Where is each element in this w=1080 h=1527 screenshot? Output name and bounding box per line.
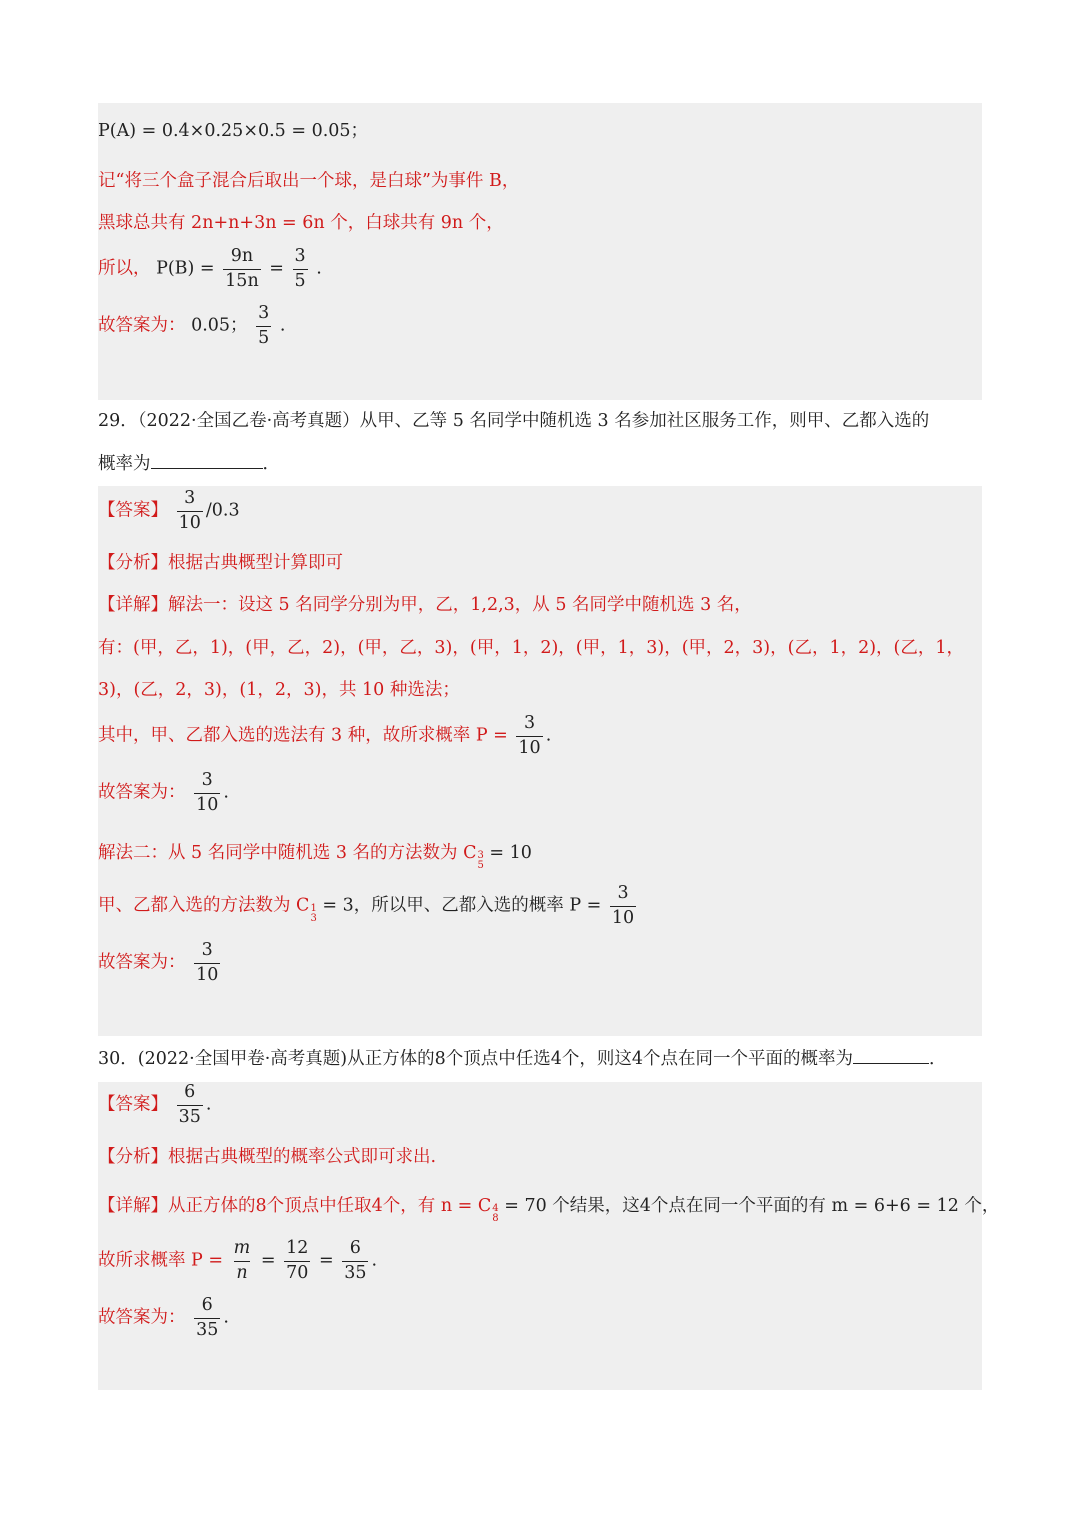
fraction: $\frac{9n}{15n}$ xyxy=(225,246,259,291)
answer-29: 【答案】 $\frac{3}{10}$ /0.3 xyxy=(98,488,240,533)
fraction: $\frac{3}{5}$ xyxy=(258,303,270,348)
probability-b: 所以， P(B) = $\frac{9n}{15n}$ = $\frac{3}{5}$ . xyxy=(98,246,322,291)
answer-blank[interactable] xyxy=(853,1045,929,1064)
fraction: $\frac{6}{35}$ xyxy=(196,1295,219,1340)
detail-29-line1: 【详解】解法一：设这 5 名同学分别为甲，乙，1,2,3，从 5 名同学中随机选 3 名， xyxy=(98,595,752,615)
ball-totals: 黑球总共有 2n+n+3n = 6n 个，白球共有 9n 个， xyxy=(98,213,504,233)
fraction: $\frac{3}{10}$ xyxy=(196,770,219,815)
fraction: $\frac{3}{10}$ xyxy=(611,883,635,928)
method2-line2: 甲、乙都入选的方法数为 C 1 3 = 3，所以甲、乙都入选的概率 P = $\frac{3}{10}$ xyxy=(98,883,635,928)
fraction: $\frac{12}{70}$ xyxy=(286,1238,309,1283)
question-30: 30．(2022·全国甲卷·高考真题)从正方体的8个顶点中任选4个，则这4个点在同一个平面的概率为 ． xyxy=(98,1045,946,1072)
detail-30-line1: 【详解】从正方体的8个顶点中任取4个，有 n = C 4 8 = 70 个结果，这4个点在同一个平面的有 m = 6+6 = 12 个， xyxy=(98,1196,1000,1224)
question-29-line1: 29．（2022·全国乙卷·高考真题）从甲、乙等 5 名同学中随机选 3 名参加社区服务工作，则甲、乙都入选的 xyxy=(98,411,930,431)
analysis-30: 【分析】根据古典概型的概率公式即可求出. xyxy=(98,1147,437,1167)
fraction: $\frac{3}{10}$ xyxy=(518,713,541,758)
answer-30-final: 故答案为： $\frac{6}{35}$ . xyxy=(98,1295,229,1340)
fraction: $\frac{3}{10}$ xyxy=(178,488,201,533)
event-b-definition: 记“将三个盒子混合后取出一个球，是白球”为事件 B， xyxy=(98,171,520,191)
answer-30: 【答案】 $\frac{6}{35}$ . xyxy=(98,1082,212,1127)
detail-29-line4: 其中，甲、乙都入选的选法有 3 种，故所求概率 P = $\frac{3}{10}$ . xyxy=(98,713,552,758)
solution-box-30 xyxy=(98,1082,982,1390)
question-29-line2: 概率为 ． xyxy=(98,450,280,477)
probability-a: P(A) = 0.4×0.25×0.5 = 0.05； xyxy=(98,121,369,141)
analysis-29: 【分析】根据古典概型计算即可 xyxy=(98,553,343,573)
method2-line1: 解法二：从 5 名同学中随机选 3 名的方法数为 C 3 5 = 10 xyxy=(98,843,532,871)
fraction: $\frac{3}{5}$ xyxy=(294,246,306,291)
detail-30-line2: 故所求概率 P = $\frac{m}{n}$ = $\frac{12}{70}$ = $\frac{6}{35}$ . xyxy=(98,1238,378,1283)
answer-28: 故答案为： 0.05； $\frac{3}{5}$ . xyxy=(98,303,286,348)
answer-29-method1: 故答案为： $\frac{3}{10}$ . xyxy=(98,770,229,815)
answer-blank[interactable] xyxy=(151,450,263,469)
fraction: $\frac{6}{35}$ xyxy=(178,1082,201,1127)
detail-29-line3: 3)，(乙，2，3)，(1，2，3)，共 10 种选法； xyxy=(98,680,460,700)
fraction: $\frac{6}{35}$ xyxy=(344,1238,367,1283)
answer-29-method2: 故答案为： $\frac{3}{10}$ xyxy=(98,940,219,985)
detail-29-line2: 有：(甲，乙，1)，(甲，乙，2)，(甲，乙，3)，(甲，1，2)，(甲，1，3)，(甲，2，3)，(乙，1，2)，(乙，1， xyxy=(98,638,965,658)
fraction: $\frac{m}{n}$ xyxy=(233,1238,251,1283)
fraction: $\frac{3}{10}$ xyxy=(196,940,219,985)
